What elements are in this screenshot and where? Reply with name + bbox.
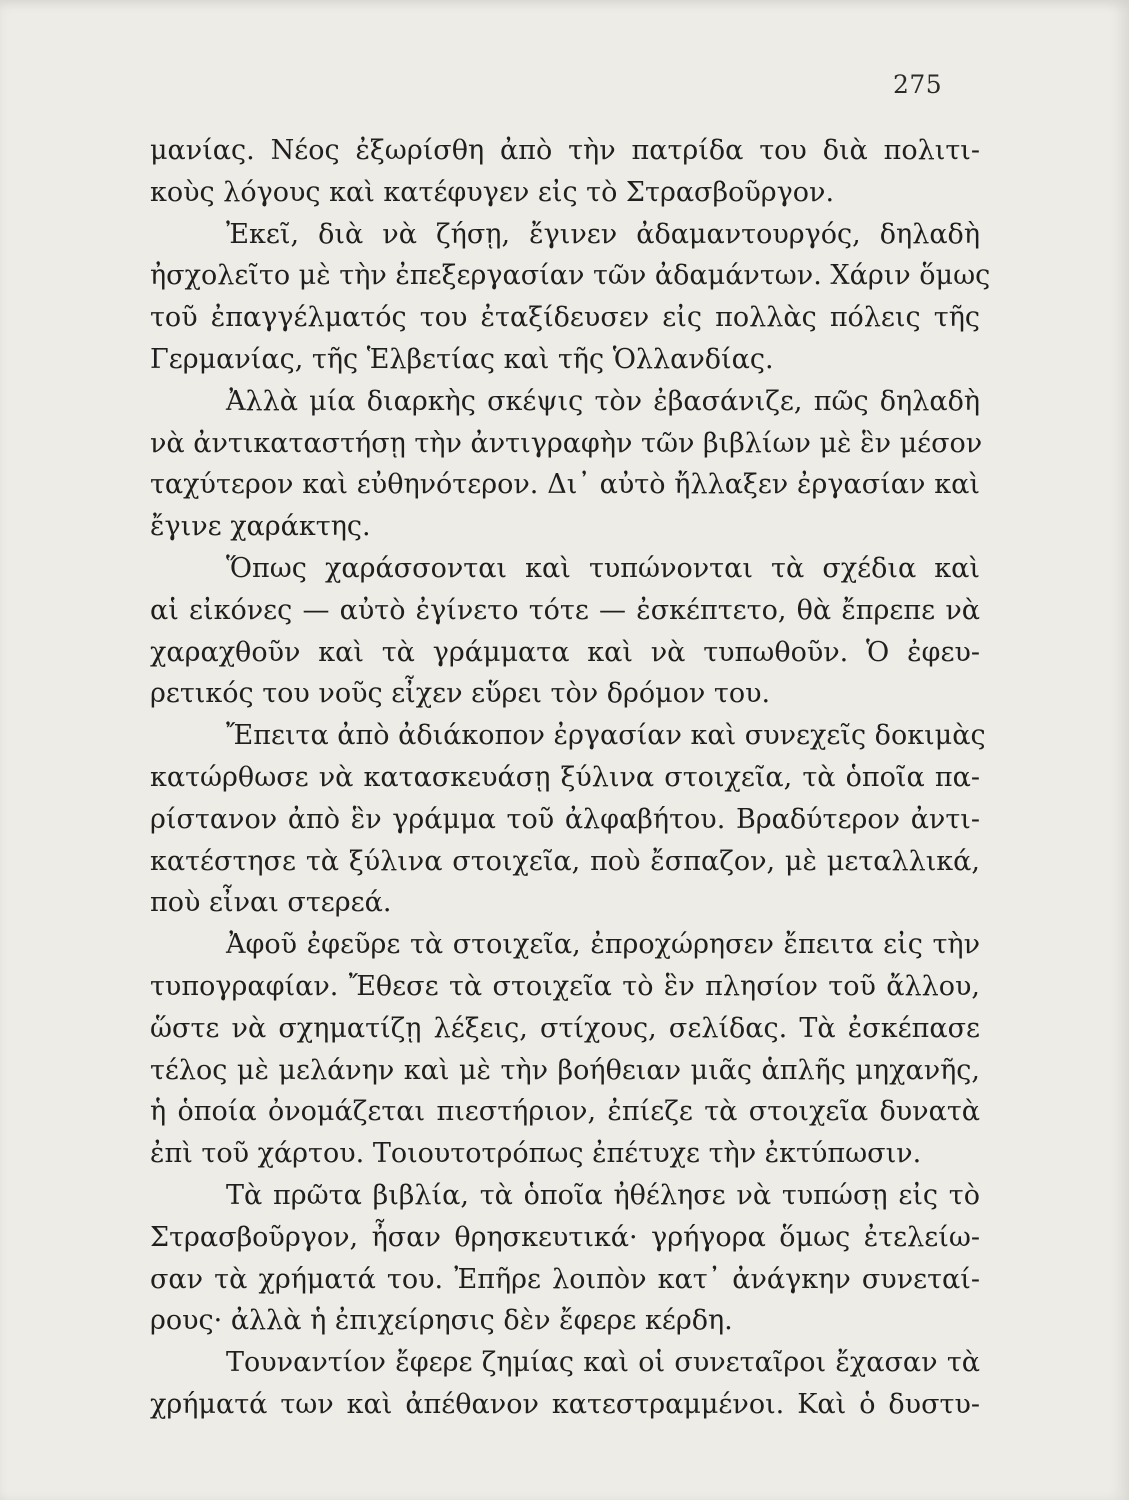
paragraph xyxy=(150,214,991,381)
paragraph xyxy=(150,130,980,214)
text-line: χαραχθοῦν καὶ τὰ γράμματα καὶ νὰ τυπωθοῦν. Ὁ ἐφευ- xyxy=(150,636,980,668)
paragraph xyxy=(150,1175,980,1342)
text-line: τέλος μὲ μελάνην καὶ μὲ τὴν βοήθειαν μιᾶς ἁπλῆς μηχανῆς, xyxy=(150,1054,980,1086)
text-line: νὰ ἀντικαταστήσῃ τὴν ἀντιγραφὴν τῶν βιβλίων μὲ ἓν μέσον xyxy=(150,427,983,459)
text-line: χρήματά των καὶ ἀπέθανον κατεστραμμένοι. Καὶ ὁ δυστυ- xyxy=(150,1388,980,1420)
text-line: ρίστανον ἀπὸ ἓν γράμμα τοῦ ἀλφαβήτου. Βραδύτερον ἀντι- xyxy=(150,803,980,835)
text-line: σαν τὰ χρήματά του. Ἐπῆρε λοιπὸν κατ᾽ ἀνάγκην συνεταί- xyxy=(150,1263,980,1295)
text-line: ἐπὶ τοῦ χάρτου. Τοιουτοτρόπως ἐπέτυχε τὴν ἐκτύπωσιν. xyxy=(150,1138,922,1170)
text-line: ἔγινε χαράκτης. xyxy=(150,511,371,543)
text-line: μανίας. Νέος ἐξωρίσθη ἀπὸ τὴν πατρίδα του διὰ πολιτι- xyxy=(150,135,980,166)
body-text xyxy=(150,130,991,1426)
text-line: Ἐκεῖ, διὰ νὰ ζήσῃ, ἔγινεν ἀδαμαντουργός, δηλαδὴ xyxy=(226,218,980,250)
text-line: ἠσχολεῖτο μὲ τὴν ἐπεξεργασίαν τῶν ἀδαμάντων. Χάριν ὅμως xyxy=(150,260,991,292)
text-line: κατώρθωσε νὰ κατασκευάσῃ ξύλινα στοιχεῖα, τὰ ὁποῖα πα- xyxy=(150,761,980,793)
text-line: τυπογραφίαν. Ἔθεσε τὰ στοιχεῖα τὸ ἓν πλησίον τοῦ ἄλλου, xyxy=(150,970,980,1002)
paragraph xyxy=(150,1342,980,1426)
page-number: 275 xyxy=(893,70,943,99)
text-line: ρετικός του νοῦς εἶχεν εὕρει τὸν δρόμον του. xyxy=(150,678,771,710)
text-line: αἱ εἰκόνες — αὐτὸ ἐγίνετο τότε — ἐσκέπτετο, θὰ ἔπρεπε νὰ xyxy=(150,594,980,626)
text-line: ποὺ εἶναι στερεά. xyxy=(150,887,392,919)
text-line: Στρασβοῦργον, ἦσαν θρησκευτικά· γρήγορα ὅμως ἐτελείω- xyxy=(150,1221,980,1253)
text-line: Γερμανίας, τῆς Ἑλβετίας καὶ τῆς Ὁλλανδίας. xyxy=(150,343,774,375)
text-line: κοὺς λόγους καὶ κατέφυγεν εἰς τὸ Στρασβοῦργον. xyxy=(150,176,835,208)
text-line: τοῦ ἐπαγγέλματός του ἐταξίδευσεν εἰς πολλὰς πόλεις τῆς xyxy=(150,302,980,334)
text-line: Ἀλλὰ μία διαρκὴς σκέψις τὸν ἐβασάνιζε, πῶς δηλαδὴ xyxy=(226,385,980,417)
paragraph xyxy=(150,548,980,715)
text-line: Ὅπως χαράσσονται καὶ τυπώνονται τὰ σχέδια καὶ xyxy=(226,552,980,584)
text-line: κατέστησε τὰ ξύλινα στοιχεῖα, ποὺ ἔσπαζον, μὲ μεταλλικά, xyxy=(150,845,980,877)
text-line: ἡ ὁποία ὀνομάζεται πιεστήριον, ἐπίεζε τὰ στοιχεῖα δυνατὰ xyxy=(150,1096,980,1128)
text-line: ταχύτερον καὶ εὐθηνότερον. Δι᾽ αὐτὸ ἤλλαξεν ἐργασίαν καὶ xyxy=(150,469,980,501)
text-line: ὥστε νὰ σχηματίζῃ λέξεις, στίχους, σελίδας. Τὰ ἐσκέπασε xyxy=(150,1012,980,1044)
paragraph xyxy=(150,715,986,924)
text-line: Ἔπειτα ἀπὸ ἀδιάκοπον ἐργασίαν καὶ συνεχεῖς δοκιμὰς xyxy=(226,720,986,752)
paragraph xyxy=(150,924,980,1175)
text-line: ρους· ἀλλὰ ἡ ἐπιχείρησις δὲν ἔφερε κέρδη. xyxy=(150,1305,733,1337)
text-line: Τουναντίον ἔφερε ζημίας καὶ οἱ συνεταῖροι ἔχασαν τὰ xyxy=(226,1347,980,1379)
text-line: Τὰ πρῶτα βιβλία, τὰ ὁποῖα ἠθέλησε νὰ τυπώσῃ εἰς τὸ xyxy=(226,1179,980,1211)
paragraph xyxy=(150,381,983,548)
text-line: Ἀφοῦ ἐφεῦρε τὰ στοιχεῖα, ἐπροχώρησεν ἔπειτα εἰς τὴν xyxy=(226,929,980,961)
